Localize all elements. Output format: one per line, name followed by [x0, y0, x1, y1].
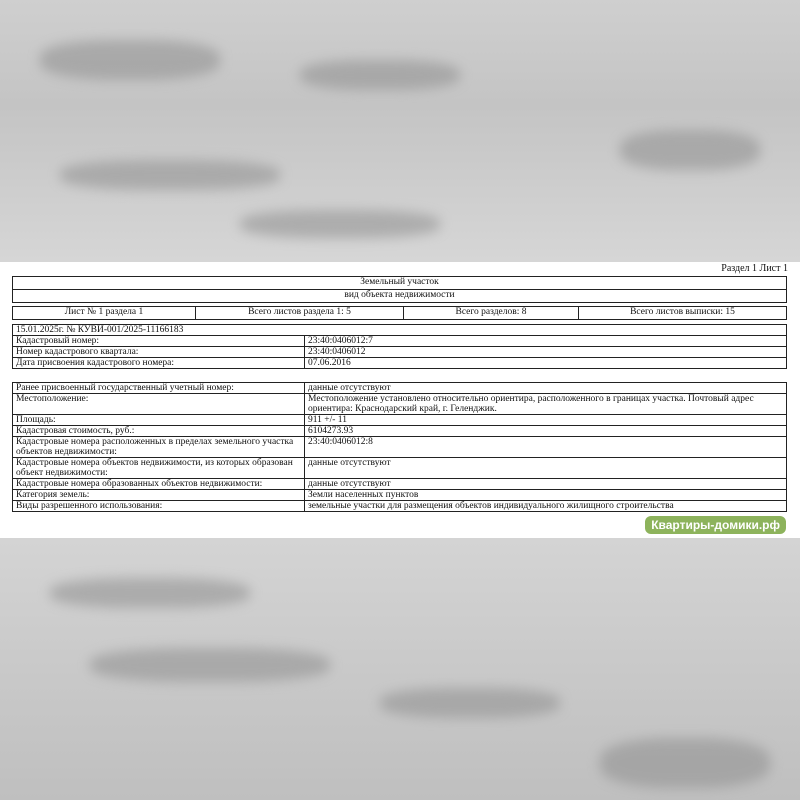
blur-blot	[50, 578, 250, 608]
blur-blot	[380, 688, 560, 718]
row-value: данные отсутствуют	[305, 383, 787, 394]
row-value: 23:40:0406012:7	[305, 336, 787, 347]
identity-table	[12, 324, 787, 369]
row-label: Категория земель:	[13, 490, 305, 501]
row-value: 911 +/- 11	[305, 415, 787, 426]
sheet-info-table	[12, 306, 787, 320]
row-value: 07.06.2016	[305, 358, 787, 369]
table-row	[13, 426, 787, 437]
blur-blot	[60, 160, 280, 190]
table-row	[13, 347, 787, 358]
row-label: Кадастровые номера расположенных в пределах земельного участка объектов недвижимости:	[13, 437, 305, 458]
object-header-table	[12, 276, 787, 303]
table-row	[13, 479, 787, 490]
document-reference: 15.01.2025г. № КУВИ-001/2025-11166183	[13, 325, 787, 336]
row-value: данные отсутствуют	[305, 479, 787, 490]
table-row	[13, 501, 787, 512]
blurred-bottom-region	[0, 538, 800, 800]
row-value: земельные участки для размещения объектов индивидуального жилищного строительства	[305, 501, 787, 512]
total-sheets-count: Всего листов выписки: 15	[579, 307, 787, 320]
row-value: Местоположение установлено относительно ориентира, расположенного в границах участка. Почтовый адрес ориентира: Краснодарский край, г. Геленджик.	[305, 394, 787, 415]
row-label: Кадастровая стоимость, руб.:	[13, 426, 305, 437]
blurred-top-region	[0, 0, 800, 262]
blur-blot	[300, 60, 460, 90]
table-row	[13, 490, 787, 501]
row-label: Виды разрешенного использования:	[13, 501, 305, 512]
row-label: Местоположение:	[13, 394, 305, 415]
table-row	[13, 336, 787, 347]
sheet-number: Лист № 1 раздела 1	[13, 307, 196, 320]
blur-blot	[620, 130, 760, 170]
row-label: Площадь:	[13, 415, 305, 426]
blur-blot	[240, 210, 440, 238]
section-sheets-count: Всего листов раздела 1: 5	[196, 307, 404, 320]
object-name: Земельный участок	[13, 277, 787, 290]
row-label: Номер кадастрового квартала:	[13, 347, 305, 358]
row-value: 23:40:0406012:8	[305, 437, 787, 458]
row-label: Кадастровые номера образованных объектов недвижимости:	[13, 479, 305, 490]
row-label: Дата присвоения кадастрового номера:	[13, 358, 305, 369]
row-label: Кадастровый номер:	[13, 336, 305, 347]
blur-blot	[40, 40, 220, 80]
row-value: данные отсутствуют	[305, 458, 787, 479]
blur-blot	[90, 648, 330, 682]
row-label: Кадастровые номера объектов недвижимости, из которых образован объект недвижимости:	[13, 458, 305, 479]
table-row	[13, 458, 787, 479]
row-value: Земли населенных пунктов	[305, 490, 787, 501]
object-type-label: вид объекта недвижимости	[13, 290, 787, 303]
table-row	[13, 437, 787, 458]
row-value: 6104273.93	[305, 426, 787, 437]
table-row	[13, 415, 787, 426]
row-value: 23:40:0406012	[305, 347, 787, 358]
table-row	[13, 358, 787, 369]
section-reference: Раздел 1 Лист 1	[721, 263, 788, 274]
site-watermark: Квартиры-домики.рф	[645, 516, 786, 534]
blur-blot	[600, 738, 770, 788]
row-label: Ранее присвоенный государственный учетный номер:	[13, 383, 305, 394]
table-row	[13, 394, 787, 415]
document-page	[0, 262, 800, 538]
details-table	[12, 382, 787, 512]
table-row	[13, 383, 787, 394]
total-sections-count: Всего разделов: 8	[404, 307, 579, 320]
